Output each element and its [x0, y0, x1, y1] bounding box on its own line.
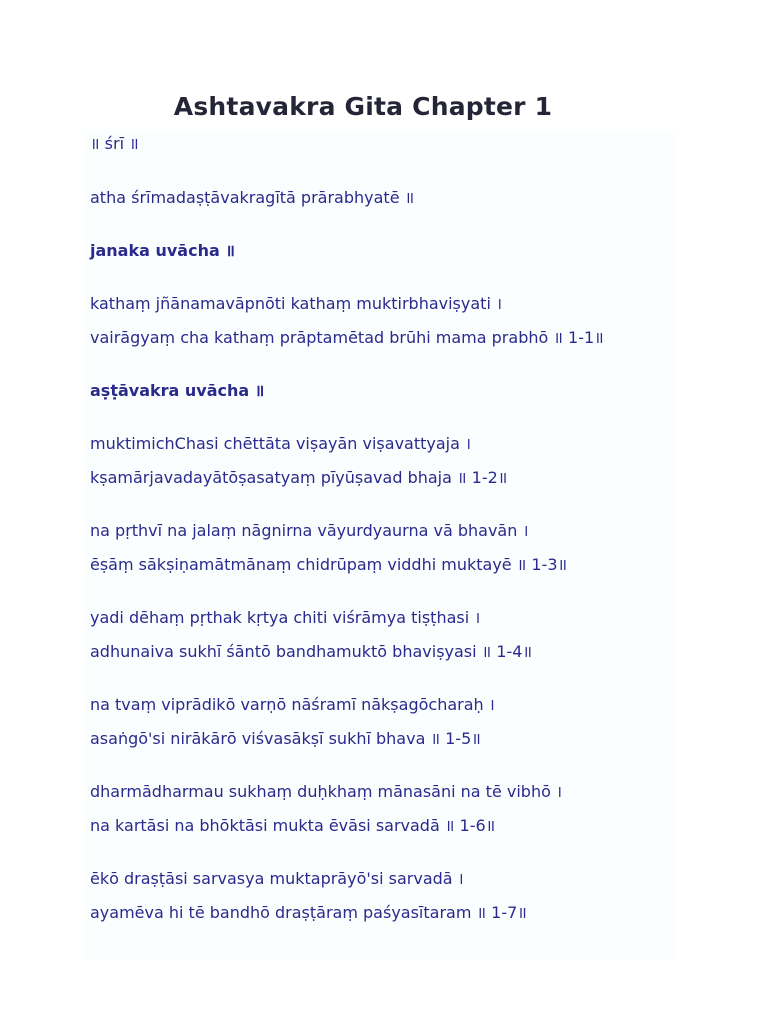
verse-6-line-1: dharmādharmau sukhaṃ duḥkhaṃ mānasāni na tē vibhō ।: [90, 782, 563, 801]
verse-5-line-2: asaṅgō'si nirākārō viśvasākṣī sukhī bhava ॥ 1-5॥: [90, 729, 481, 748]
speaker-heading-janaka: janaka uvācha ॥: [90, 241, 235, 260]
verse-3-line-2: ēṣāṃ sākṣiṇamātmānaṃ chidrūpaṃ viddhi muktayē ॥ 1-3॥: [90, 555, 568, 574]
verse-2-line-2: kṣamārjavadayātōṣasatyaṃ pīyūṣavad bhaja ॥ 1-2॥: [90, 468, 508, 487]
verse-7-line-2: ayamēva hi tē bandhō draṣṭāraṃ paśyasītaram ॥ 1-7॥: [90, 903, 527, 922]
verse-6-line-2: na kartāsi na bhōktāsi mukta ēvāsi sarvadā ॥ 1-6॥: [90, 816, 496, 835]
verse-7-line-1: ēkō draṣṭāsi sarvasya muktaprāyō'si sarvadā ।: [90, 869, 464, 888]
verse-5-line-1: na tvaṃ viprādikō varṇō nāśramī nākṣagōcharaḥ ।: [90, 695, 495, 714]
verse-2-line-1: muktimichChasi chēttāta viṣayān viṣavattyaja ।: [90, 434, 472, 453]
page-title: Ashtavakra Gita Chapter 1: [173, 92, 553, 121]
verse-4-line-1: yadi dēhaṃ pṛthak kṛtya chiti viśrāmya tiṣṭhasi ।: [90, 608, 481, 627]
verse-1-line-2: vairāgyaṃ cha kathaṃ prāptamētad brūhi mama prabhō ॥ 1-1॥: [90, 328, 604, 347]
invocation-line: ॥ śrī ॥: [90, 134, 139, 153]
intro-line: atha śrīmadaṣṭāvakragītā prārabhyatē ॥: [90, 188, 415, 207]
verse-3-line-1: na pṛthvī na jalaṃ nāgnirna vāyurdyaurna vā bhavān ।: [90, 521, 529, 540]
verse-4-line-2: adhunaiva sukhī śāntō bandhamuktō bhaviṣyasi ॥ 1-4॥: [90, 642, 533, 661]
verse-1-line-1: kathaṃ jñānamavāpnōti kathaṃ muktirbhaviṣyati ।: [90, 294, 503, 313]
speaker-heading-ashtavakra: aṣṭāvakra uvācha ॥: [90, 381, 265, 400]
